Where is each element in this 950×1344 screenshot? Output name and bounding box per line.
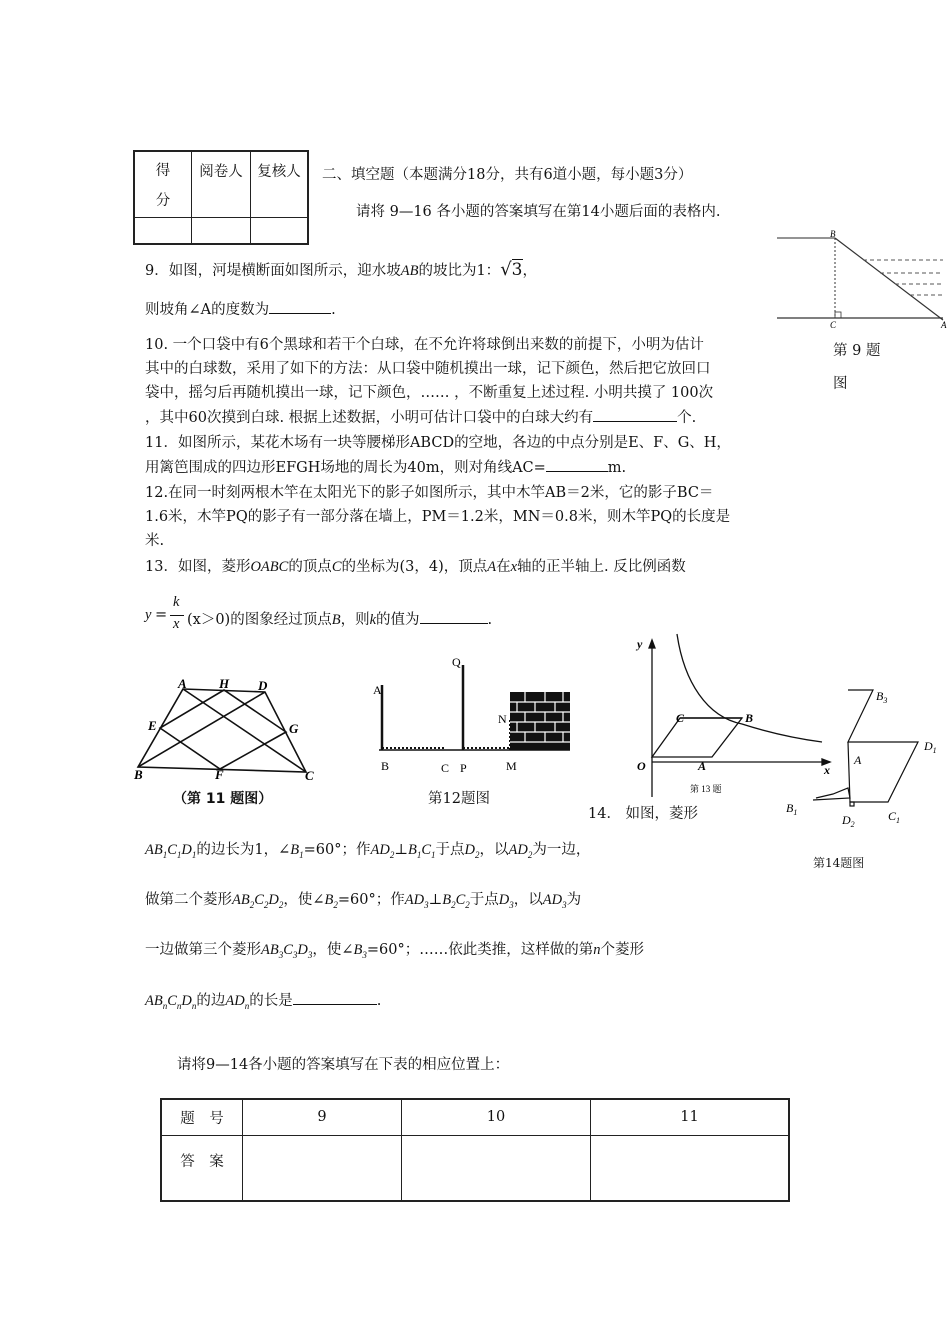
fig11-label-G: G bbox=[289, 721, 299, 736]
q14-line4: 一边做第三个菱形$AB_3C_3D_3$，使$\angle B_3=60^\circ$；……依此类推，这样做的第n个菱形 bbox=[145, 942, 644, 960]
fig9-label-B: B bbox=[830, 229, 836, 239]
fig13-label-A: A bbox=[698, 759, 707, 773]
answer-col-11: 11 bbox=[591, 1099, 790, 1135]
q13-line1: 13．如图，菱形OABC的顶点C的坐标为(3，4)，顶点A在x轴的正半轴上. 反比例函数 bbox=[145, 559, 686, 575]
fig11-label-H: H bbox=[219, 676, 230, 691]
figure-14 bbox=[778, 678, 950, 832]
fig14-label-B1: $B_1$ bbox=[786, 801, 798, 817]
fig9-label-A: A bbox=[941, 320, 947, 330]
reader-header: 阅卷人 bbox=[192, 151, 251, 218]
fig12-caption: 第12题图 bbox=[428, 791, 490, 807]
figure-12 bbox=[365, 650, 585, 780]
figure-11 bbox=[128, 672, 338, 782]
fig14-label-C1: $C_1$ bbox=[888, 809, 901, 825]
answer-cell-9[interactable] bbox=[243, 1135, 402, 1201]
fig14-label-D1: $D_1$ bbox=[924, 739, 937, 755]
fig11-label-C: C bbox=[305, 768, 314, 782]
q10-line3: 袋中，摇匀后再随机摸出一球，记下颜色，…… ，不断重复上述过程. 小明共摸了 100次 bbox=[145, 385, 714, 401]
reviewer-header: 复核人 bbox=[251, 151, 309, 218]
answer-col-9: 9 bbox=[243, 1099, 402, 1135]
fig9-label-C: C bbox=[830, 320, 837, 330]
q10-line1: 10. 一个口袋中有6个黑球和若干个白球，在不允许将球倒出来数的前提下，小明为估计 bbox=[145, 337, 704, 353]
fig12-label-M: M bbox=[506, 759, 517, 773]
fig12-label-C: C bbox=[441, 761, 450, 775]
score-header: 得 分 bbox=[134, 151, 192, 218]
reader-cell[interactable] bbox=[192, 218, 251, 245]
fig12-label-B: B bbox=[381, 759, 390, 773]
q12-line1: 12.在同一时刻两根木竿在太阳光下的影子如图所示，其中木竿AB＝2米，它的影子BC＝ bbox=[145, 485, 714, 501]
q14-line1: 14． 如图，菱形 bbox=[588, 806, 699, 822]
reviewer-cell[interactable] bbox=[251, 218, 309, 245]
q12-line2: 1.6米，木竿PQ的影子有一部分落在墙上，PM＝1.2米，MN＝0.8米，则木竿PQ的长度是 bbox=[145, 509, 731, 525]
q11-line2: 用篱笆围成的四边形EFGH场地的周长为40m，则对角线AC= m. bbox=[145, 455, 810, 480]
answer-col-10: 10 bbox=[402, 1099, 591, 1135]
fig13-label-B: B bbox=[745, 711, 754, 725]
fig11-label-D: D bbox=[258, 678, 268, 693]
answer-table bbox=[160, 1098, 790, 1202]
answer-table-header-label: 题 号 bbox=[161, 1099, 243, 1135]
fig13-label-y: y bbox=[637, 637, 643, 651]
fig14-label-D2: $D_2$ bbox=[842, 813, 855, 829]
fig9-caption-2: 图 bbox=[833, 376, 848, 392]
answer-note: 请将9—14各小题的答案填写在下表的相应位置上： bbox=[177, 1057, 510, 1073]
fig9-caption-1: 第 9 题 bbox=[833, 343, 881, 359]
q14-line3: 做第二个菱形$AB_2C_2D_2$，使$\angle B_2=60^\circ$；作$AD_3\perp B_2C_2$于点$D_3$，以$AD_3$为 bbox=[145, 892, 582, 910]
fig13-label-O: O bbox=[637, 759, 646, 773]
fig11-label-B: B bbox=[134, 767, 143, 782]
fig11-label-F: F bbox=[215, 767, 224, 782]
q14-line2: $AB_1C_1D_1$的边长为1，$\angle B_1=60^\circ$；作$AD_2\perp B_1C_1$于点$D_2$，以$AD_2$为一边， bbox=[145, 842, 591, 860]
answer-row-label: 答 案 bbox=[161, 1135, 243, 1201]
fig12-label-P: P bbox=[460, 761, 467, 775]
score-table bbox=[133, 150, 309, 245]
fig11-label-E: E bbox=[148, 718, 157, 733]
q12-line3: 米. bbox=[145, 533, 165, 549]
fig13-label-C: C bbox=[676, 711, 685, 725]
fig11-caption: （第 11 题图） bbox=[173, 791, 273, 807]
q10-line4: ，其中60次摸到白球. 根据上述数据，小明可估计口袋中的白球大约有 个. bbox=[145, 405, 810, 430]
q9-line1: 9．如图，河堤横断面如图所示，迎水坡AB的坡比为1：√3， bbox=[145, 259, 537, 280]
q13-line2: y = k x (x＞0)的图象经过顶点B，则k的值为 . bbox=[145, 594, 493, 632]
fig14-label-B3: $B_3$ bbox=[876, 689, 888, 705]
section-title: 二、填空题（本题满分18分，共有6道小题，每小题3分） bbox=[322, 167, 693, 183]
fig12-label-Q: Q bbox=[452, 655, 461, 669]
figure-9 bbox=[775, 228, 950, 333]
fig13-label-x: x bbox=[824, 763, 830, 777]
answer-cell-11[interactable] bbox=[591, 1135, 790, 1201]
q14-line5: $AB_nC_nD_n$的边$AD_n$的长是 . bbox=[145, 988, 810, 1018]
q10-line2: 其中的白球数，采用了如下的方法：从口袋中随机摸出一球，记下颜色，然后把它放回口 bbox=[145, 361, 711, 377]
fig11-label-A: A bbox=[178, 676, 187, 691]
q11-line1: 11．如图所示，某花木场有一块等腰梯形ABCD的空地，各边的中点分别是E、F、G、H， bbox=[145, 435, 731, 451]
fig12-label-N: N bbox=[498, 712, 507, 726]
answer-cell-10[interactable] bbox=[402, 1135, 591, 1201]
fig12-label-A: A bbox=[373, 683, 382, 697]
q9-line2: 则坡角∠A的度数为 . bbox=[145, 297, 810, 322]
section-instruction: 请将 9—16 各小题的答案填写在第14小题后面的表格内. bbox=[356, 204, 721, 220]
score-cell[interactable] bbox=[134, 218, 192, 245]
fig13-caption: 第 13 题 bbox=[690, 784, 722, 794]
fig14-label-A: A bbox=[854, 753, 862, 767]
fig14-caption: 第14题图 bbox=[813, 856, 865, 870]
